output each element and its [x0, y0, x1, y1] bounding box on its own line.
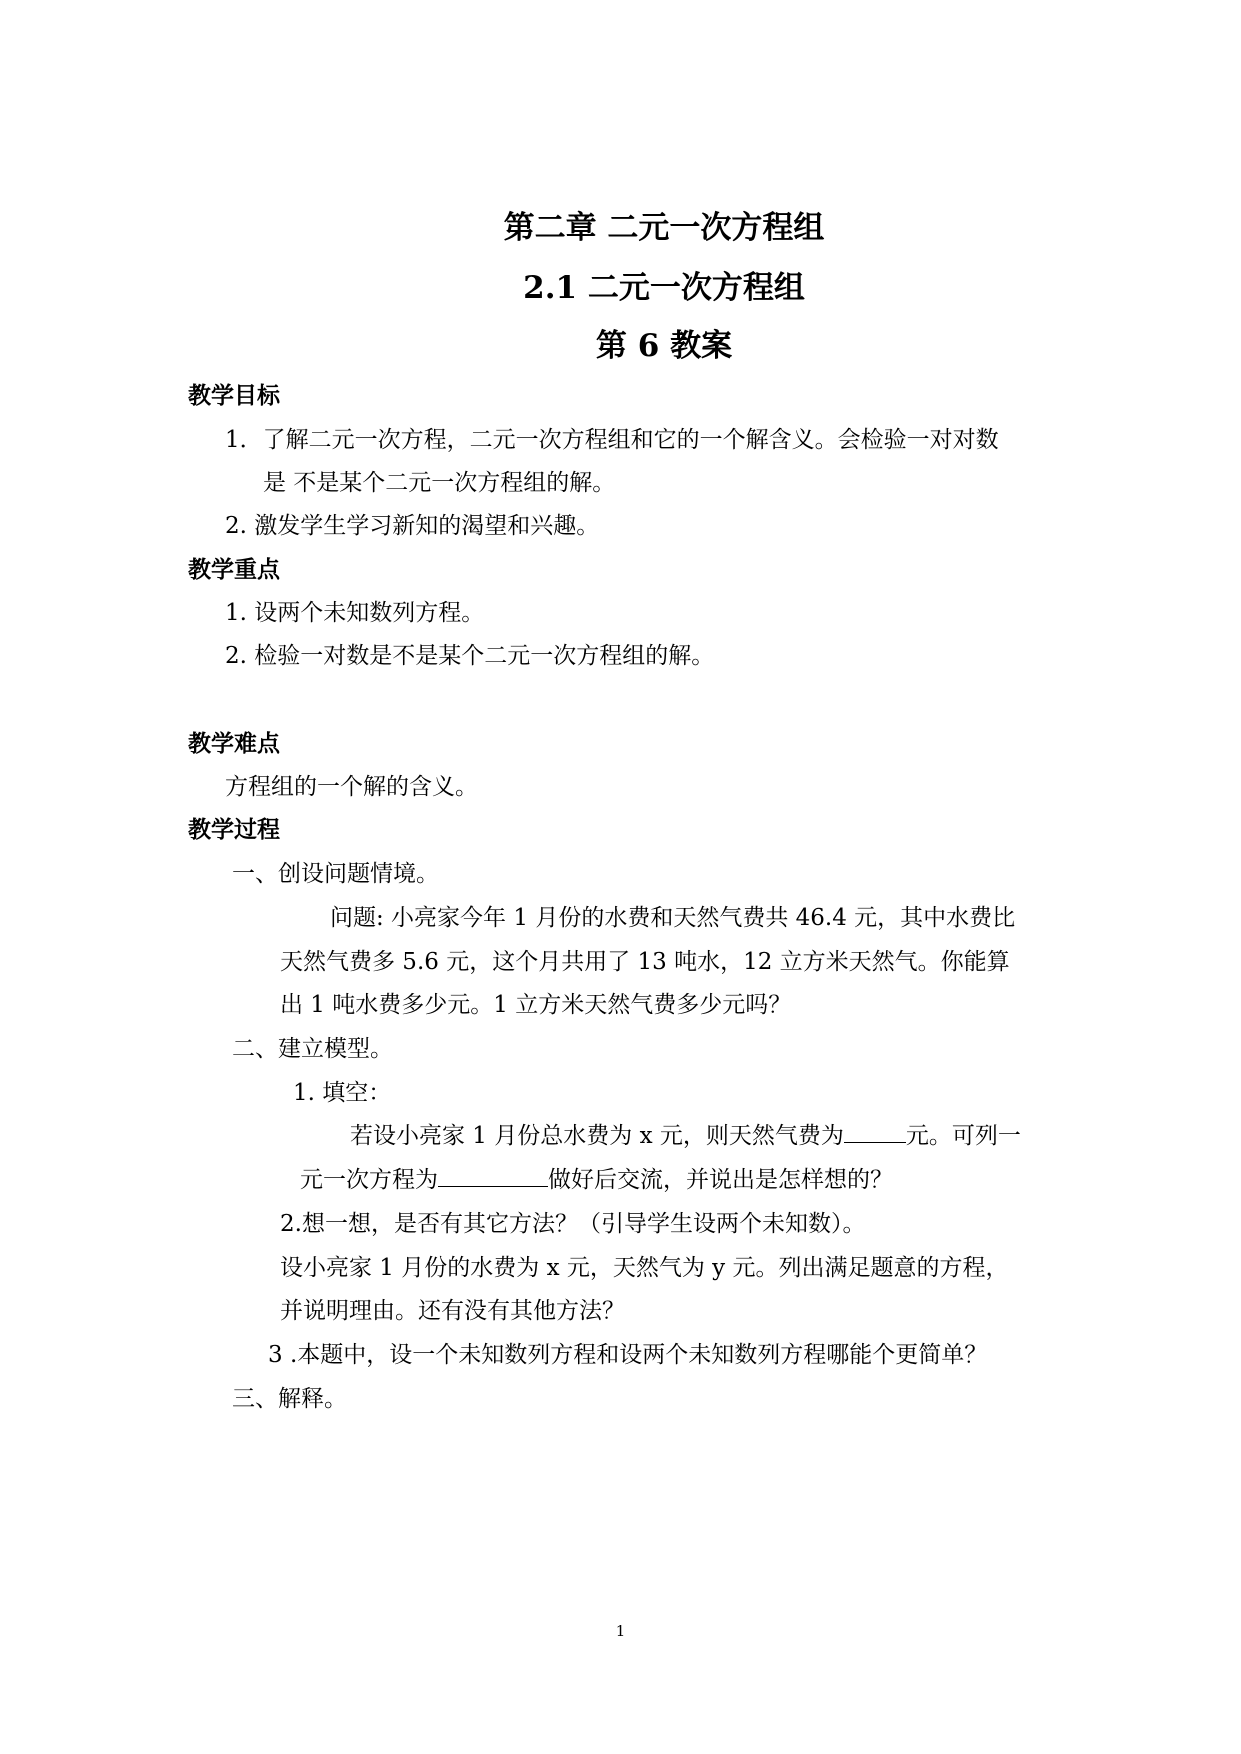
- problem-line-1: 问题: 小亮家今年 1 月份的水费和天然气费共 46.4 元，其中水费比: [330, 905, 1016, 931]
- process-heading: 教学过程: [188, 816, 280, 843]
- problem-line-2: 天然气费多 5.6 元，这个月共用了 13 吨水，12 立方米天然气。你能算: [280, 949, 1010, 975]
- two-unknowns-line-2: 并说明理由。还有没有其他方法？: [280, 1298, 625, 1324]
- objective-item-1-line-2: 是 不是某个二元一次方程组的解。: [263, 470, 616, 496]
- difficulties-text: 方程组的一个解的含义。: [225, 774, 478, 800]
- key-point-item-2: 2. 检验一对数是不是某个二元一次方程组的解。: [225, 643, 715, 669]
- two-unknowns-line-1: 设小亮家 1 月份的水费为 x 元，天然气为 y 元。列出满足题意的方程，: [280, 1255, 1009, 1281]
- lesson-title: 第 6 教案: [595, 328, 733, 364]
- fill-blank-label: 1. 填空：: [293, 1080, 392, 1106]
- section-title: 2.1 二元一次方程组: [523, 270, 805, 306]
- blank-gas-fee: [844, 1121, 906, 1143]
- fill-blank-line-2: [300, 1161, 893, 1194]
- process-step-1: 一、创设问题情境。: [232, 861, 439, 887]
- fill-blank-line-2-start: 元一次方程为: [300, 1167, 438, 1193]
- key-points-heading: 教学重点: [188, 556, 280, 583]
- fill-blank-line-2-end: 做好后交流，并说出是怎样想的？: [548, 1167, 893, 1193]
- chapter-title: 第二章 二元一次方程组: [503, 210, 825, 246]
- question-3: 3 .本题中，设一个未知数列方程和设两个未知数列方程哪能个更简单？: [268, 1342, 988, 1368]
- key-point-item-1: 1. 设两个未知数列方程。: [225, 600, 485, 626]
- difficulties-heading: 教学难点: [188, 730, 280, 757]
- think-question: 2.想一想，是否有其它方法？（引导学生设两个未知数）。: [280, 1211, 866, 1237]
- page-number: 1: [615, 1622, 626, 1640]
- process-step-2: 二、建立模型。: [232, 1036, 393, 1062]
- process-step-3: 三、解释。: [232, 1386, 347, 1412]
- objective-item-1-line-1: 1．了解二元一次方程，二元一次方程组和它的一个解含义。会检验一对对数: [225, 427, 999, 453]
- blank-equation: [438, 1165, 548, 1187]
- fill-blank-line-1-start: 若设小亮家 1 月份总水费为 x 元，则天然气费为: [350, 1123, 844, 1149]
- objectives-heading: 教学目标: [188, 382, 280, 409]
- fill-blank-line-1-end: 元。可列一: [905, 1123, 1021, 1149]
- objective-item-2: 2. 激发学生学习新知的渴望和兴趣。: [225, 513, 600, 539]
- problem-line-3: 出 1 吨水费多少元。1 立方米天然气费多少元吗？: [280, 992, 792, 1018]
- fill-blank-line-1: [350, 1117, 1021, 1150]
